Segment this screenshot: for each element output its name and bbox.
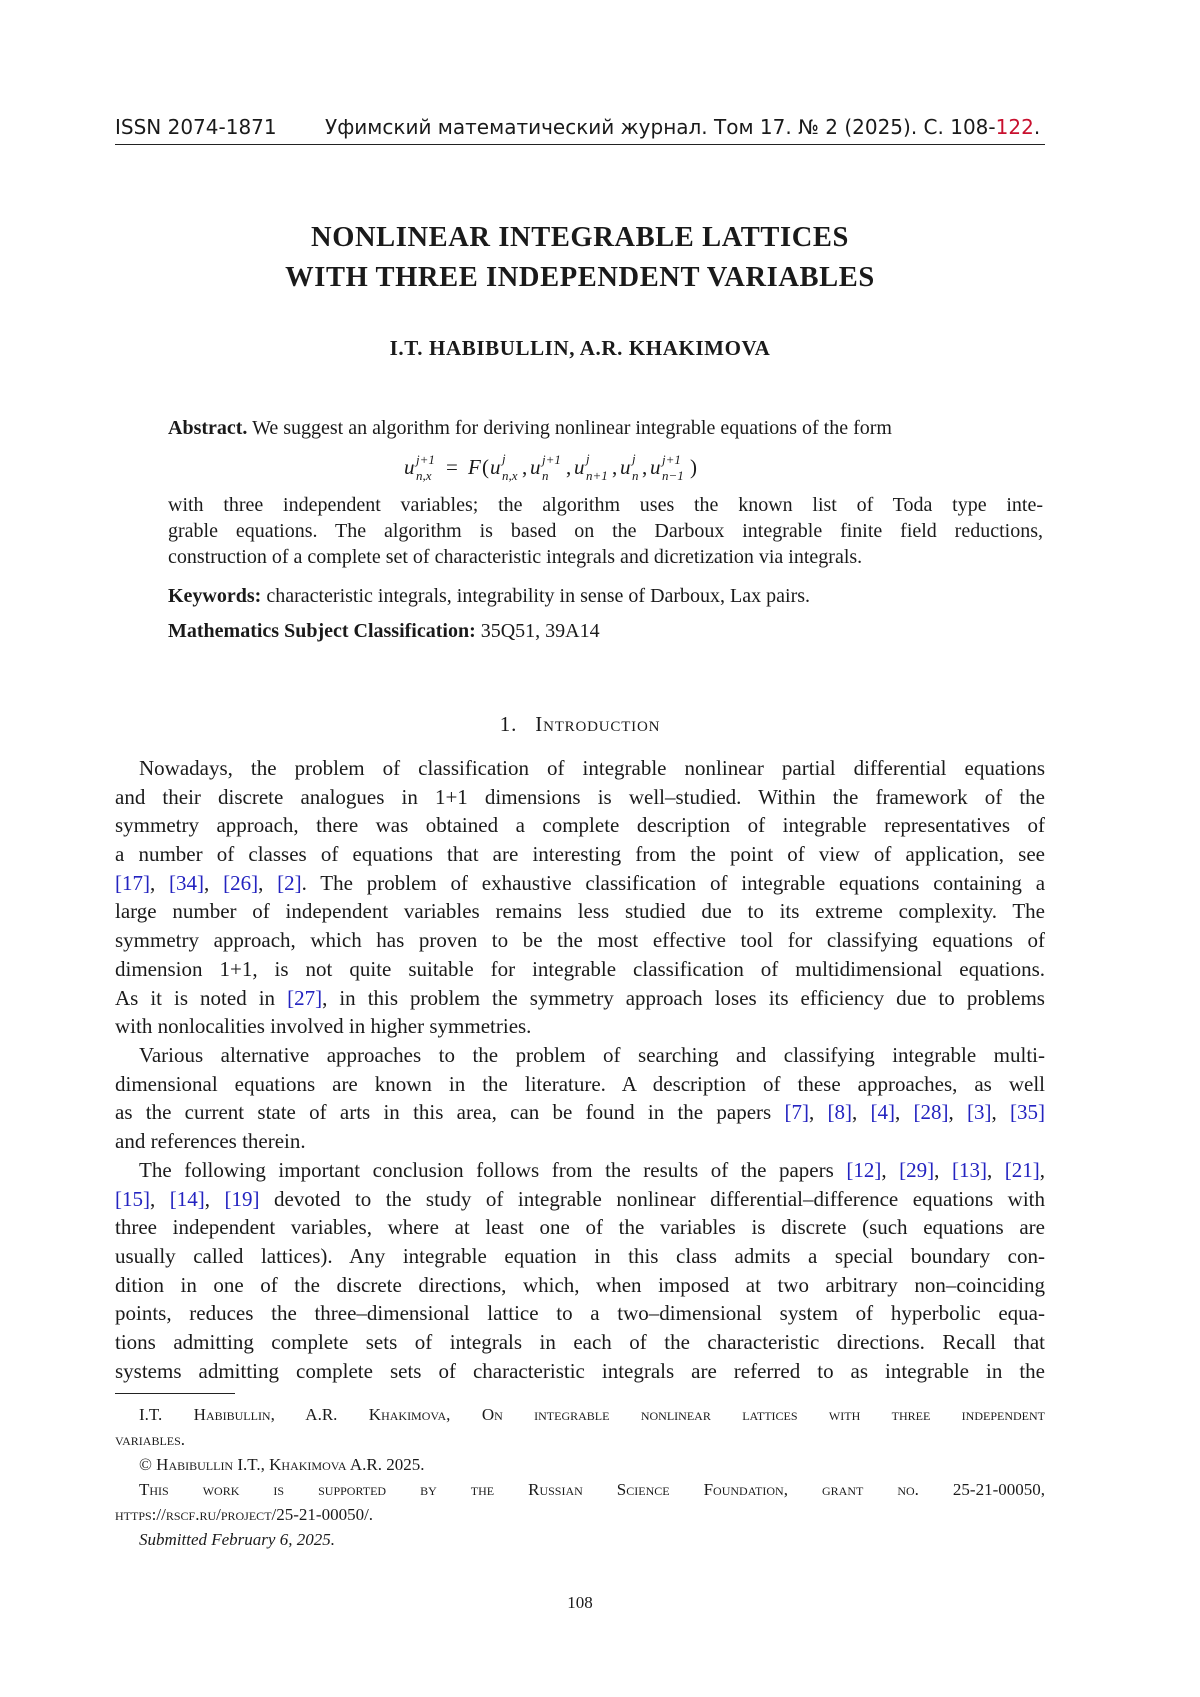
citation-link[interactable]: [17] — [115, 870, 150, 895]
paragraph-3 — [115, 1156, 1045, 1386]
header-period: . — [1033, 115, 1041, 139]
text-line: and references therein. — [115, 1129, 306, 1154]
svg-text:j: j — [585, 451, 590, 466]
text-line-with-refs: as the current state of arts in this area, can be found in the papers [7], [8], [4], [28], [3], [35] — [115, 1100, 1046, 1125]
svg-text:n−1: n−1 — [661, 468, 684, 483]
svg-text:,: , — [521, 455, 527, 479]
text-line: and their discrete analogues in 1+1 dimensions is well–studied. Within the framework of the — [115, 784, 1045, 809]
svg-text:n,x: n,x — [501, 468, 518, 483]
paragraph-1 — [115, 754, 1045, 1041]
svg-text:j+1: j+1 — [415, 452, 435, 467]
svg-text:): ) — [689, 455, 697, 479]
text-line: symmetry approach, which has proven to be the most effective tool for classifying equations of — [115, 928, 1045, 953]
svg-text:u: u — [573, 455, 584, 479]
text-line: Various alternative approaches to the problem of searching and classifying integrable multi- — [139, 1043, 1045, 1067]
keywords-text: characteristic integrals, integrability in sense of Darboux, Lax pairs. — [266, 585, 811, 607]
citation-link[interactable]: [28] — [913, 1100, 949, 1125]
text-line: systems admitting complete sets of characteristic integrals are referred to as integrable in the — [115, 1358, 1045, 1383]
svg-text:j: j — [501, 451, 506, 466]
text-line: tions admitting complete sets of integrals in each of the characteristic directions. Recall that — [115, 1330, 1045, 1355]
footnote-title-line: variables. — [115, 1430, 186, 1449]
section-number: 1. — [499, 712, 518, 736]
copyright-text: © Habibullin I.T., Khakimova A.R. 2025. — [139, 1455, 425, 1474]
svg-text:,: , — [641, 455, 647, 479]
abstract-line: with three independent variables; the algorithm uses the known list of Toda type inte- — [168, 494, 1043, 516]
paragraph-2 — [115, 1041, 1045, 1156]
abstract-line: construction of a complete set of characteristic integrals and dicretization via integrals. — [168, 546, 863, 568]
citation-link[interactable]: [2] — [277, 870, 302, 895]
msc — [168, 618, 1043, 644]
lattice-equation-svg — [396, 450, 816, 486]
submitted-date: Submitted February 6, 2025. — [139, 1530, 335, 1549]
lattice-equation — [168, 450, 1043, 486]
text-line: a number of classes of equations that are interesting from the point of view of application, see — [115, 842, 1045, 867]
svg-text:n+1: n+1 — [585, 468, 608, 483]
citation-link[interactable]: [21] — [1004, 1158, 1040, 1182]
msc-codes: 35Q51, 39A14 — [480, 620, 600, 642]
text-line: large number of independent variables remains less studied due to its extreme complexity. The — [115, 899, 1045, 924]
citation-link[interactable]: [27] — [287, 985, 323, 1010]
title-line-2: WITH THREE INDEPENDENT VARIABLES — [285, 262, 875, 293]
authors: I.T. HABIBULLIN, A.R. KHAKIMOVA — [389, 336, 771, 360]
keywords-label: Keywords: — [168, 585, 262, 607]
text-line: dition in one of the discrete directions, which, when imposed at two arbitrary non–coinciding — [115, 1272, 1045, 1297]
svg-text:u: u — [619, 455, 630, 479]
text-line: symmetry approach, there was obtained a complete description of integrable representatives of — [115, 813, 1045, 838]
citation-link[interactable]: [35] — [1010, 1100, 1046, 1125]
title-line-1: NONLINEAR INTEGRABLE LATTICES — [311, 222, 849, 253]
text-line: points, reduces the three–dimensional lattice to a two–dimensional system of hyperbolic equa- — [115, 1301, 1045, 1326]
grant-url[interactable]: https://rscf.ru/project/25-21-00050/. — [115, 1505, 374, 1524]
citation-link[interactable]: [14] — [169, 1186, 205, 1211]
text-line-with-refs: [15], [14], [19] devoted to the study of integrable nonlinear differential–difference equations with — [115, 1186, 1046, 1211]
svg-text:j: j — [631, 451, 636, 466]
citation-link[interactable]: [29] — [899, 1158, 935, 1182]
text-line-with-refs: The following important conclusion follows from the results of the papers [12], [29], [13], [21], — [139, 1158, 1046, 1182]
abstract-intro — [168, 415, 1043, 441]
citation-link[interactable]: [26] — [223, 870, 259, 895]
footnote-title-line: I.T. Habibullin, A.R. Khakimova, On integrable nonlinear lattices with three independent — [139, 1405, 1045, 1424]
svg-text:u: u — [403, 455, 414, 479]
citation-link[interactable]: [15] — [115, 1186, 150, 1211]
svg-text:(: ( — [481, 455, 489, 479]
msc-label: Mathematics Subject Classification: — [168, 620, 476, 642]
abstract-body — [168, 492, 1043, 570]
citation-link[interactable]: [19] — [224, 1186, 260, 1211]
text-line: usually called lattices). Any integrable equation in this class admits a special boundary con- — [115, 1244, 1045, 1269]
copyright-line — [115, 1452, 1045, 1477]
last-page-link[interactable]: 122 — [995, 115, 1034, 139]
citation-link[interactable]: [13] — [951, 1158, 987, 1182]
citation-link[interactable]: [12] — [846, 1158, 882, 1182]
citation-link[interactable]: [34] — [169, 870, 205, 895]
keywords — [168, 583, 1043, 609]
text-line: with nonlocalities involved in higher symmetries. — [115, 1014, 532, 1039]
text-line-with-refs: As it is noted in [27], in this problem the symmetry approach loses its efficiency due to problems — [115, 985, 1045, 1010]
svg-text:j+1: j+1 — [541, 452, 561, 467]
footnote-rule — [115, 1393, 235, 1394]
citation-link[interactable]: [7] — [784, 1100, 809, 1125]
page-number: 108 — [567, 1593, 593, 1612]
footnotes — [115, 1402, 1045, 1552]
svg-text:n: n — [631, 468, 638, 483]
journal-citation-text: Уфимский математический журнал. Том 17. № 2 (2025). С. 108- — [325, 115, 996, 139]
citation-link[interactable]: [8] — [827, 1100, 852, 1125]
citation-link[interactable]: [4] — [870, 1100, 895, 1125]
citation-link[interactable]: [3] — [967, 1100, 992, 1125]
text-line-with-refs: [17], [34], [26], [2]. The problem of exhaustive classification of integrable equations containing a — [115, 870, 1046, 895]
abstract-label: Abstract. — [168, 417, 248, 439]
text-line: three independent variables, where at least one of the variables is discrete (such equations are — [115, 1215, 1045, 1240]
svg-text:n,x: n,x — [415, 468, 432, 483]
text-line: dimension 1+1, is not quite suitable for integrable classification of multidimensional equations. — [115, 956, 1045, 981]
section-title: Introduction — [535, 712, 661, 736]
section-heading — [115, 712, 1045, 737]
svg-text:=: = — [445, 455, 458, 479]
svg-text:u: u — [649, 455, 660, 479]
svg-text:,: , — [611, 455, 617, 479]
svg-text:F: F — [467, 455, 481, 479]
journal-header — [115, 110, 1045, 145]
journal-citation — [325, 110, 1040, 144]
svg-text:n: n — [541, 468, 548, 483]
grant-line: This work is supported by the Russian Science Foundation, grant no. 25-21-00050, — [139, 1480, 1045, 1499]
abstract-line: grable equations. The algorithm is based on the Darboux integrable finite field reductions, — [168, 520, 1043, 542]
text-line: Nowadays, the problem of classification of integrable nonlinear partial differential equations — [139, 756, 1045, 780]
abstract-intro-text: We suggest an algorithm for deriving nonlinear integrable equations of the form — [252, 417, 892, 439]
svg-text:j+1: j+1 — [661, 452, 681, 467]
svg-text:u: u — [529, 455, 540, 479]
svg-text:u: u — [489, 455, 500, 479]
issn: ISSN 2074-1871 — [115, 115, 277, 139]
text-line: dimensional equations are known in the literature. A description of these approaches, as well — [115, 1071, 1045, 1096]
svg-text:,: , — [565, 455, 571, 479]
